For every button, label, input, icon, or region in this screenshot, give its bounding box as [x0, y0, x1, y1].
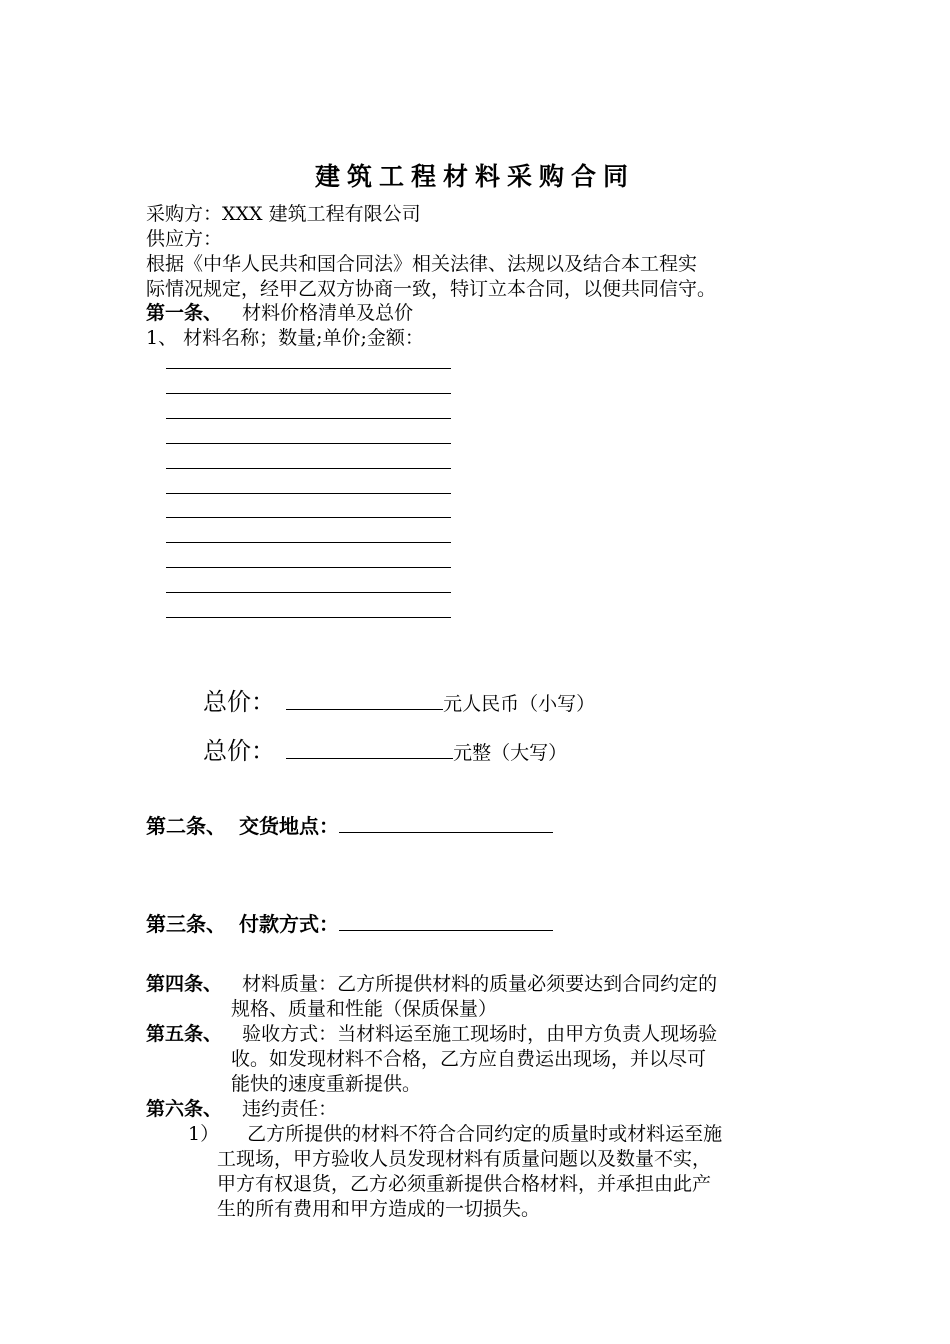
material-blank-line	[166, 542, 451, 543]
preamble-line-1: 根据《中华人民共和国合同法》相关法律、法规以及结合本工程实	[146, 253, 698, 275]
article-6-item-1-line-2: 工现场，甲方验收人员发现材料有质量问题以及数量不实，	[217, 1148, 712, 1170]
article-6-item-1-line-3: 甲方有权退货，乙方必须重新提供合格材料，并承担由此产	[217, 1173, 712, 1195]
material-blank-line	[166, 468, 451, 469]
article-5-text-1: 验收方式：当材料运至施工现场时，由甲方负责人现场验	[242, 1023, 718, 1045]
article-6-item-1-line-4: 生的所有费用和甲方造成的一切损失。	[217, 1198, 541, 1220]
total-price-big	[203, 731, 567, 766]
article-4-line-1	[146, 971, 717, 997]
article-3-label: 第三条、	[146, 912, 226, 936]
article-4-text-1: 材料质量：乙方所提供材料的质量必须要达到合同约定的	[242, 973, 718, 995]
buyer-line: 采购方：XXX 建筑工程有限公司	[146, 203, 421, 225]
material-blank-line	[166, 517, 451, 518]
material-blank-line	[166, 617, 451, 618]
material-blank-line	[166, 567, 451, 568]
article-5-line-2: 收。如发现材料不合格，乙方应自费运出现场，并以尽可	[231, 1048, 707, 1070]
total-price-small	[203, 682, 595, 717]
material-blank-line	[166, 393, 451, 394]
article-2-label: 第二条、	[146, 814, 226, 838]
article-1-text: 材料价格清单及总价	[242, 302, 414, 324]
preamble-line-2: 际情况规定，经甲乙双方协商一致，特订立本合同，以便共同信守。	[146, 278, 717, 300]
supplier-line: 供应方：	[146, 228, 223, 250]
article-5-label: 第五条、	[146, 1023, 223, 1045]
article-1-item-1: 1、 材料名称；数量;单价;金额：	[146, 327, 424, 349]
article-6-item-text-1: 乙方所提供的材料不符合合同约定的质量时或材料运至施	[247, 1123, 723, 1145]
total-big-blank	[286, 736, 453, 759]
article-3	[146, 908, 553, 937]
total-big-label: 总价：	[203, 737, 275, 765]
material-blank-line	[166, 418, 451, 419]
total-big-suffix: 元整（大写）	[453, 742, 568, 764]
article-2	[146, 810, 553, 839]
payment-method-blank	[339, 910, 553, 931]
article-6-label: 第六条、	[146, 1098, 223, 1120]
article-5-line-3: 能快的速度重新提供。	[231, 1073, 422, 1095]
material-blank-line	[166, 443, 451, 444]
article-6-text: 违约责任：	[242, 1098, 338, 1120]
article-6-heading	[146, 1096, 337, 1122]
material-blank-line	[166, 493, 451, 494]
article-3-text: 付款方式：	[238, 912, 339, 936]
total-small-suffix: 元人民币（小写）	[443, 693, 596, 715]
article-1-heading	[146, 300, 413, 326]
total-small-label: 总价：	[203, 688, 275, 716]
article-6-item-number: 1）	[188, 1123, 220, 1145]
material-blank-line	[166, 592, 451, 593]
article-2-text: 交货地点：	[238, 814, 339, 838]
article-4-label: 第四条、	[146, 973, 223, 995]
article-1-label: 第一条、	[146, 302, 223, 324]
total-small-blank	[286, 687, 443, 710]
article-5-line-1	[146, 1021, 717, 1047]
delivery-location-blank	[339, 812, 553, 833]
material-blank-line	[166, 368, 451, 369]
article-4-line-2: 规格、质量和性能（保质保量）	[231, 998, 498, 1020]
article-6-item-1-line-1	[188, 1121, 722, 1147]
document-title: 建筑工程材料采购合同	[314, 162, 635, 191]
